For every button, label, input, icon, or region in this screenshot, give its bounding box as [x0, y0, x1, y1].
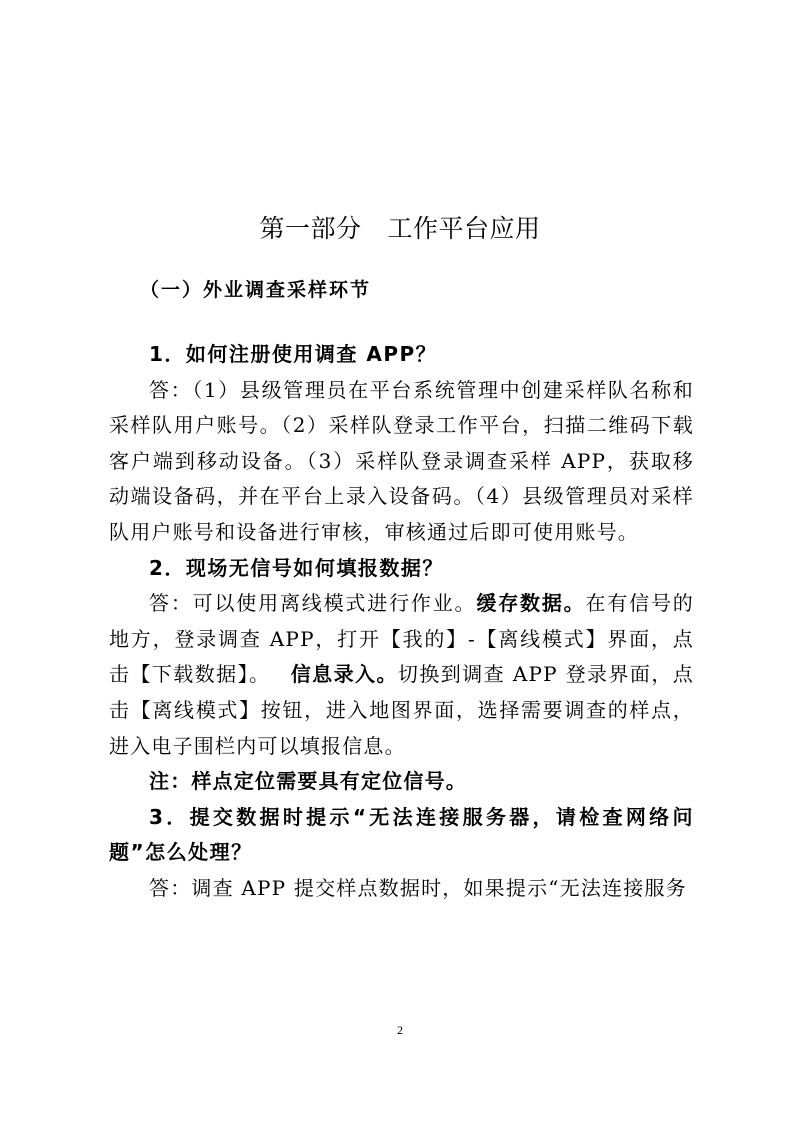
question-3: 3．提交数据时提示“无法连接服务器，请检查网络问题”怎么处理？	[109, 804, 694, 865]
note-2: 注：样点定位需要具有定位信号。	[149, 769, 467, 794]
faq-body	[109, 337, 694, 907]
answer-2	[109, 586, 694, 764]
section-heading: （一）外业调查采样环节	[140, 279, 372, 301]
page-number: 2	[397, 1023, 403, 1037]
part-title-number: 第一部分	[259, 214, 362, 243]
part-title-name: 工作平台应用	[387, 214, 541, 243]
answer-3: 答：调查 APP 提交样点数据时，如果提示“无法连接服务	[149, 875, 687, 900]
answer-2-cache-text: 在有信号的地方，登录调查 APP，打开【我的】-【离线模式】界面，点击【下载数据】。	[109, 591, 694, 687]
answer-2-entry-label: 信息录入。	[290, 662, 398, 687]
question-1: 1．如何注册使用调查 APP？	[149, 342, 438, 366]
part-title	[0, 210, 800, 248]
answer-2-entry-text: 切换到调查 APP 登录界面，点击【离线模式】按钮，进入地图界面，选择需要调查的样点，进入电子围栏内可以填报信息。	[109, 662, 694, 758]
answer-1: 答：（1）县级管理员在平台系统管理中创建采样队名称和采样队用户账号。（2）采样队登录工作平台，扫描二维码下载客户端到移动设备。（3）采样队登录调查采样 APP，获取移动端设备码，并在平台上录入设备码。（4）县级管理员对采样队用户账号和设备进行审核，审核通过后即可使用账号。	[109, 377, 694, 544]
answer-2-cache-label: 缓存数据。	[476, 591, 586, 616]
answer-2-intro: 答：可以使用离线模式进行作业。	[149, 591, 477, 616]
question-2: 2．现场无信号如何填报数据？	[149, 555, 444, 580]
